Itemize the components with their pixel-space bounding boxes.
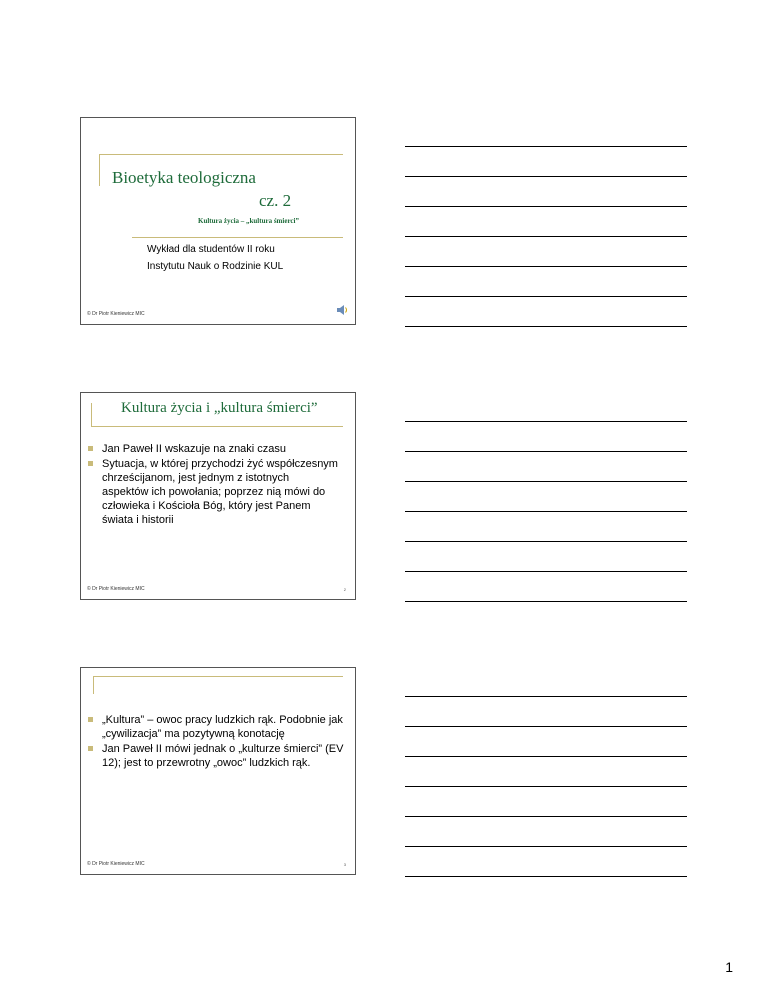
bullet-text: „Kultura” – owoc pracy ludzkich rąk. Podobnie jak „cywilizacja” ma pozytywną konotację <box>102 714 343 740</box>
title-bottom-rule <box>91 426 343 427</box>
slide-1 <box>80 117 356 325</box>
title-vertical-rule <box>91 403 92 427</box>
bullet-text: Sytuacja, w której przychodzi żyć współczesnym chrześcijanom, jest jednym z istotnych aspektów ich powołania; poprzez nią mówi do człowieka i Kościoła Bóg, który jest Panem świata i historii <box>102 458 338 526</box>
slide-body <box>147 241 283 275</box>
slide-2 <box>80 392 356 600</box>
title-top-rule <box>93 676 343 677</box>
slide-page-number: 2 <box>343 587 346 592</box>
slide-footer: © Dr Piotr Kieniewicz MIC <box>87 861 145 867</box>
slide-footer: © Dr Piotr Kieniewicz MIC <box>87 311 145 317</box>
bullet-list <box>88 442 338 528</box>
bullet-square-icon <box>88 446 93 451</box>
list-item <box>88 457 338 527</box>
slide-title: Bioetyka teologiczna <box>112 168 256 187</box>
speaker-icon <box>335 303 349 317</box>
page-number: 1 <box>725 959 733 975</box>
bullet-text: Jan Paweł II wskazuje na znaki czasu <box>102 443 287 455</box>
slide-3 <box>80 667 356 875</box>
bullet-square-icon <box>88 746 93 751</box>
body-line: Wykład dla studentów II roku <box>147 244 275 255</box>
list-item <box>88 442 338 456</box>
list-item <box>88 742 348 770</box>
slide-footer: © Dr Piotr Kieniewicz MIC <box>87 586 145 592</box>
title-vertical-rule <box>93 676 94 694</box>
bullet-text: Jan Paweł II mówi jednak o „kulturze śmierci” (EV 12); jest to przewrotny „owoc” ludzkich rąk. <box>102 743 344 769</box>
title-top-rule <box>99 154 343 155</box>
subtitle-rule <box>132 237 343 238</box>
bullet-square-icon <box>88 717 93 722</box>
slide-page-number: 3 <box>343 862 346 867</box>
list-item <box>88 713 348 741</box>
body-line: Instytutu Nauk o Rodzinie KUL <box>147 261 284 272</box>
slide-title: Kultura życia i „kultura śmierci” <box>121 400 318 416</box>
bullet-square-icon <box>88 461 93 466</box>
slide-title-suffix: cz. 2 <box>259 191 292 210</box>
slide-subtitle: Kultura życia – „kultura śmierci” <box>198 217 299 225</box>
bullet-list <box>88 713 348 771</box>
title-vertical-rule <box>99 154 100 186</box>
